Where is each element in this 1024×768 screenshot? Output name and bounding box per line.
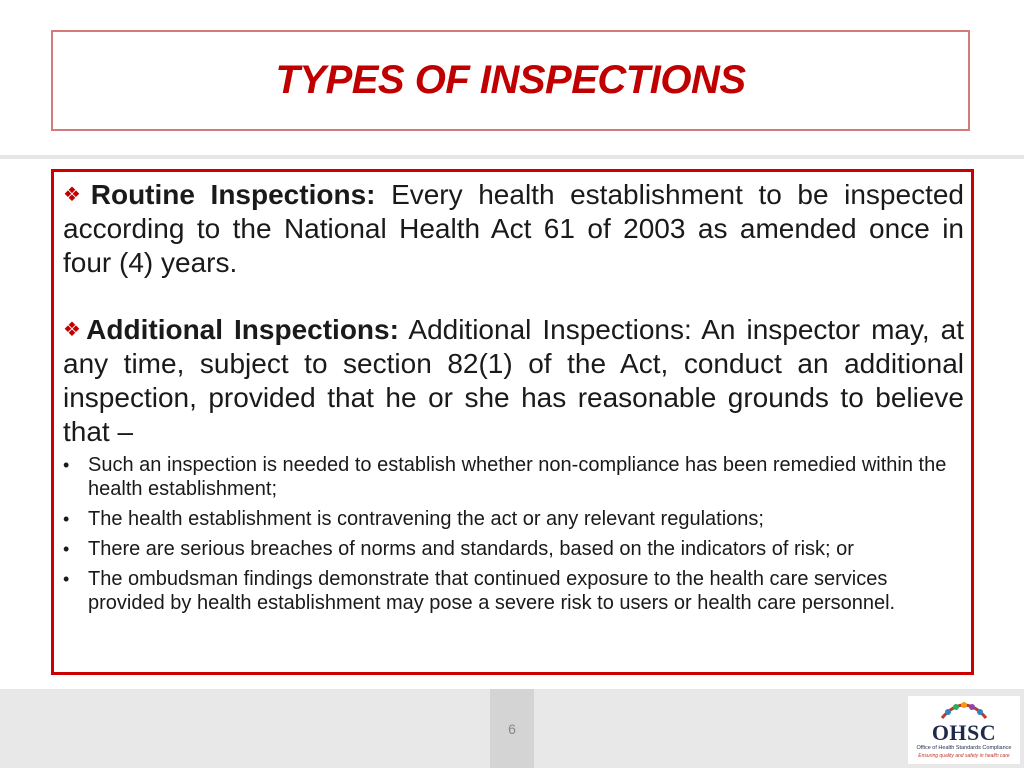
- list-item: • The ombudsman findings demonstrate that continued exposure to the health care services provided by health establishment may pose a severe risk to users or health care personnel.: [63, 568, 896, 614]
- page-number: 6: [490, 689, 534, 768]
- condition-list: [63, 453, 964, 621]
- bullet-dot-icon: •: [63, 455, 70, 475]
- ohsc-logo: [908, 696, 1020, 764]
- routine-paragraph: [63, 178, 964, 280]
- diamond-bullet-icon: ❖: [63, 184, 89, 206]
- additional-text: Additional Inspections: An inspector may, at any time, subject to section 82(1) of the Act, conduct an additional inspection, provided that he or she has reasonable grounds to believe that –: [63, 314, 965, 447]
- bullet-dot-icon: •: [63, 569, 70, 589]
- list-item: • There are serious breaches of norms and standards, based on the indicators of risk; or: [63, 538, 854, 560]
- people-arc-icon: [938, 698, 990, 722]
- routine-text: Every health establishment to be inspected according to the National Health Act 61 of 2003 as amended once in four (4) years.: [63, 179, 964, 278]
- content-box: [51, 169, 974, 675]
- list-item: • The health establishment is contravening the act or any relevant regulations;: [63, 508, 764, 530]
- bullet-dot-icon: •: [63, 539, 70, 559]
- list-item: • Such an inspection is needed to establish whether non-compliance has been remedied within the health establishment;: [63, 454, 947, 500]
- additional-heading: Additional Inspections:: [86, 314, 399, 345]
- logo-tagline: Ensuring quality and safety in health care: [918, 753, 1010, 759]
- slide-title: TYPES OF INSPECTIONS: [275, 58, 746, 102]
- diamond-bullet-icon: ❖: [63, 319, 85, 341]
- routine-heading: Routine Inspections:: [90, 179, 376, 210]
- title-box: [51, 30, 970, 131]
- separator-bar: [0, 155, 1024, 159]
- bullet-dot-icon: •: [63, 509, 70, 529]
- logo-name: Office of Health Standards Compliance: [916, 745, 1012, 751]
- additional-paragraph: [63, 313, 964, 449]
- logo-acronym: OHSC: [931, 720, 997, 745]
